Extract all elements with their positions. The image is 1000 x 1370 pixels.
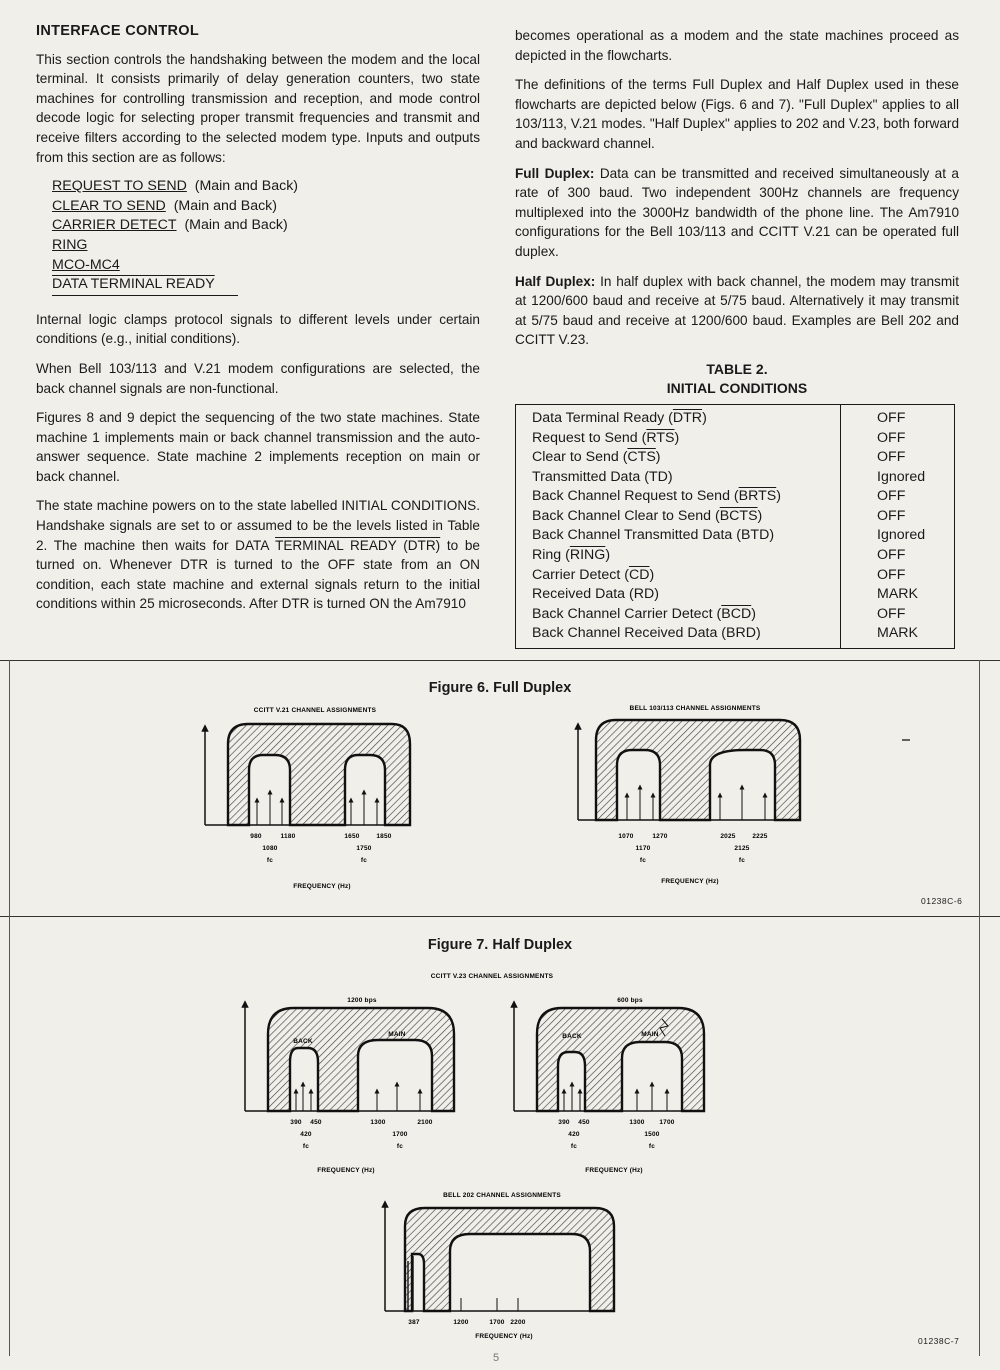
condition-value: OFF — [877, 547, 906, 564]
axis-label: FREQUENCY (Hz) — [585, 1167, 643, 1174]
fc-label: fc — [396, 1143, 404, 1150]
fc-label: fc — [266, 857, 274, 864]
condition-label: Clear to Send $(\overline{CTS})$ — [516, 448, 841, 468]
signal-item: CARRIER DETECT (Main and Back) — [52, 217, 288, 234]
signal-item: CLEAR TO SEND (Main and Back) — [52, 197, 277, 214]
main-label: MAIN — [641, 1031, 659, 1038]
center-label: 420 — [300, 1131, 312, 1138]
axis-label: FREQUENCY (Hz) — [661, 878, 719, 885]
table-row — [516, 546, 955, 566]
condition-label: Back Channel Request to Send (BRTS) — [516, 487, 841, 507]
tick-label: 1300 — [629, 1119, 645, 1126]
tick-label: 1700 — [659, 1119, 675, 1126]
intro-paragraph: This section controls the handshaking between the modem and the local terminal. It consists primarily of delay generation counters, two state machines for controlling transmission and reception, and mode control decode logic for selecting proper transmit frequencies and transmit and receive filters according to the selected modem type. Inputs and outputs from this section are as follows: — [36, 51, 480, 165]
fc-label: fc — [639, 857, 647, 864]
page-number: 5 — [493, 1352, 500, 1364]
table-row — [516, 526, 955, 546]
table-row — [516, 605, 955, 625]
condition-label: Back Channel Carrier Detect $(\overline{BCD})$ — [516, 605, 841, 625]
fc-label: fc — [648, 1143, 656, 1150]
tick-label: 2025 — [720, 833, 736, 840]
fc-label: fc — [570, 1143, 578, 1150]
center-label: 1700 — [392, 1131, 408, 1138]
figure-7-title: Figure 7. Half Duplex — [427, 937, 573, 953]
paragraph: Figures 8 and 9 depict the sequencing of the two state machines. State machine 1 implements main or back channel transmission and the auto-answer sequence. State machine 2 implements reception on main or back channel. — [36, 410, 480, 484]
tick-label: 450 — [578, 1119, 590, 1126]
signal-list — [52, 177, 480, 296]
center-label: 1750 — [356, 845, 372, 852]
section-heading: INTERFACE CONTROL — [36, 23, 199, 39]
center-label: 1080 — [262, 845, 278, 852]
tick-label: 980 — [250, 833, 262, 840]
condition-label: Carrier Detect $(\overline{CD})$ — [516, 566, 841, 586]
condition-value: MARK — [877, 586, 918, 603]
back-label: BACK — [293, 1038, 313, 1045]
center-label: 1170 — [635, 845, 651, 852]
condition-label: Back Channel Received Data (BRD) — [516, 624, 841, 648]
diagram-caption: BELL 202 CHANNEL ASSIGNMENTS — [443, 1192, 561, 1199]
tick-label: 1200 — [453, 1319, 469, 1326]
table-row — [516, 448, 955, 468]
table-row — [516, 566, 955, 586]
signal-item: RING — [52, 236, 88, 253]
axis-label: FREQUENCY (Hz) — [475, 1333, 533, 1340]
table-row — [516, 585, 955, 605]
tick-label: 2200 — [510, 1319, 526, 1326]
table-row — [516, 507, 955, 527]
figure-code: 01238C-6 — [921, 896, 963, 906]
table-row — [516, 487, 955, 507]
condition-label: Back Channel Clear to Send (BCTS) — [516, 507, 841, 527]
condition-value: OFF — [877, 507, 906, 524]
tick-label: 1070 — [618, 833, 634, 840]
condition-label: Request to Send $(\overline{RTS})$ — [516, 429, 841, 449]
tick-label: 450 — [310, 1119, 322, 1126]
figure-7-graphic — [0, 916, 1000, 1356]
condition-value: Ignored — [877, 468, 926, 485]
axis-label: FREQUENCY (Hz) — [317, 1167, 375, 1174]
tick-label: 1650 — [344, 833, 360, 840]
signal-item: MCO-MC4 — [52, 256, 120, 273]
figure-6-graphic — [0, 660, 1000, 916]
table-title: TABLE 2. INITIAL CONDITIONS — [666, 360, 808, 396]
condition-value: OFF — [877, 605, 906, 622]
v23-600-diagram — [514, 997, 704, 1174]
half-duplex-definition: Half Duplex: In half duplex with back channel, the modem may transmit at 1200/600 baud and receive at 5/75 baud. Alternatively it may transmit at 5/75 baud and receive at 1200/600 baud. Examples are Bell 202 and CCITT V.23. — [515, 273, 959, 348]
paragraph: becomes operational as a modem and the state machines proceed as depicted in the flowcharts. — [515, 28, 959, 63]
v21-diagram — [205, 707, 410, 890]
tick-label: 1850 — [376, 833, 392, 840]
center-label: 420 — [568, 1131, 580, 1138]
bell103-diagram — [578, 705, 800, 885]
fc-label: fc — [738, 857, 746, 864]
condition-value: OFF — [877, 488, 906, 505]
tick-label: 1300 — [370, 1119, 386, 1126]
paragraph: The definitions of the terms Full Duplex and Half Duplex used in these flowcharts are depicted below (Figs. 6 and 7). "Full Duplex" applies to all 103/113, V.21 modes. "Half Duplex" applies to 202 and V.23, both forward and backward channel. — [515, 77, 959, 151]
bell202-diagram — [385, 1192, 614, 1340]
condition-value: MARK — [877, 625, 918, 642]
fc-label: fc — [302, 1143, 310, 1150]
tick-label: 390 — [558, 1119, 570, 1126]
tick-label: 2225 — [752, 833, 768, 840]
center-label: 2125 — [734, 845, 750, 852]
figure-6-title: Figure 6. Full Duplex — [428, 680, 572, 696]
v23-1200-diagram — [245, 997, 454, 1174]
back-label: BACK — [562, 1033, 582, 1040]
condition-label: Back Channel Transmitted Data (BTD) — [516, 526, 841, 546]
full-duplex-definition: Full Duplex: Data can be transmitted and received simultaneously at a rate of 300 baud. Two independent 300Hz channels are frequency multiplexed into the 3000Hz bandwidth of the phone line. The Am7910 configurations for the Bell 103/113 and CCITT V.21 can be operated full duplex. — [515, 165, 959, 259]
main-label: MAIN — [388, 1031, 406, 1038]
paragraph: When Bell 103/113 and V.21 modem configurations are selected, the back channel signals are non-functional. — [36, 360, 480, 396]
condition-label: Ring (RING) — [516, 546, 841, 566]
rate-label: 1200 bps — [347, 997, 377, 1004]
axis-label: FREQUENCY (Hz) — [293, 883, 351, 890]
rate-label: 600 bps — [617, 997, 643, 1004]
tick-label: 1700 — [489, 1319, 505, 1326]
signal-item: REQUEST TO SEND (Main and Back) — [52, 178, 299, 195]
condition-value: OFF — [877, 409, 906, 426]
tick-label: 387 — [408, 1319, 420, 1326]
signal-item: DATA TERMINAL READY — [52, 275, 238, 296]
paragraph: Internal logic clamps protocol signals to different levels under certain conditions (e.g., initial conditions). — [36, 311, 480, 347]
diagram-caption: CCITT V.21 CHANNEL ASSIGNMENTS — [253, 707, 377, 714]
condition-label: Received Data (RD) — [516, 585, 841, 605]
condition-value: OFF — [877, 429, 906, 446]
tick-label: 1180 — [280, 833, 296, 840]
tick-label: 1270 — [652, 833, 668, 840]
paragraph: The state machine powers on to the state labelled INITIAL CONDITIONS. Handshake signals are set to or assumed to be the levels listed in Table 2. The machine then waits for DATA TERMINAL READY (DTR) to be turned on. Whenever DTR is turned to the OFF state from an ON condition, each state machine and external signals return to the initial conditions within 25 microseconds. After DTR is turned ON the Am7910 — [36, 498, 480, 612]
table-row — [516, 404, 955, 428]
figure-code: 01238C-7 — [918, 1336, 960, 1346]
fc-label: fc — [360, 857, 368, 864]
left-column — [36, 22, 480, 624]
tick-label: 2100 — [417, 1119, 433, 1126]
tick-label: 390 — [290, 1119, 302, 1126]
condition-label: Transmitted Data (TD) — [516, 468, 841, 488]
condition-value: OFF — [877, 449, 906, 466]
center-label: 1500 — [644, 1131, 660, 1138]
initial-conditions-table — [515, 404, 955, 649]
right-column — [515, 26, 959, 649]
table-row — [516, 624, 955, 648]
table-row — [516, 468, 955, 488]
diagram-caption: CCITT V.23 CHANNEL ASSIGNMENTS — [430, 973, 554, 980]
condition-value: OFF — [877, 566, 906, 583]
diagram-caption: BELL 103/113 CHANNEL ASSIGNMENTS — [629, 705, 761, 712]
condition-label: Data Terminal Ready $(\overline{DTR})$ — [516, 404, 841, 428]
condition-value: Ignored — [877, 527, 926, 544]
table-row — [516, 429, 955, 449]
